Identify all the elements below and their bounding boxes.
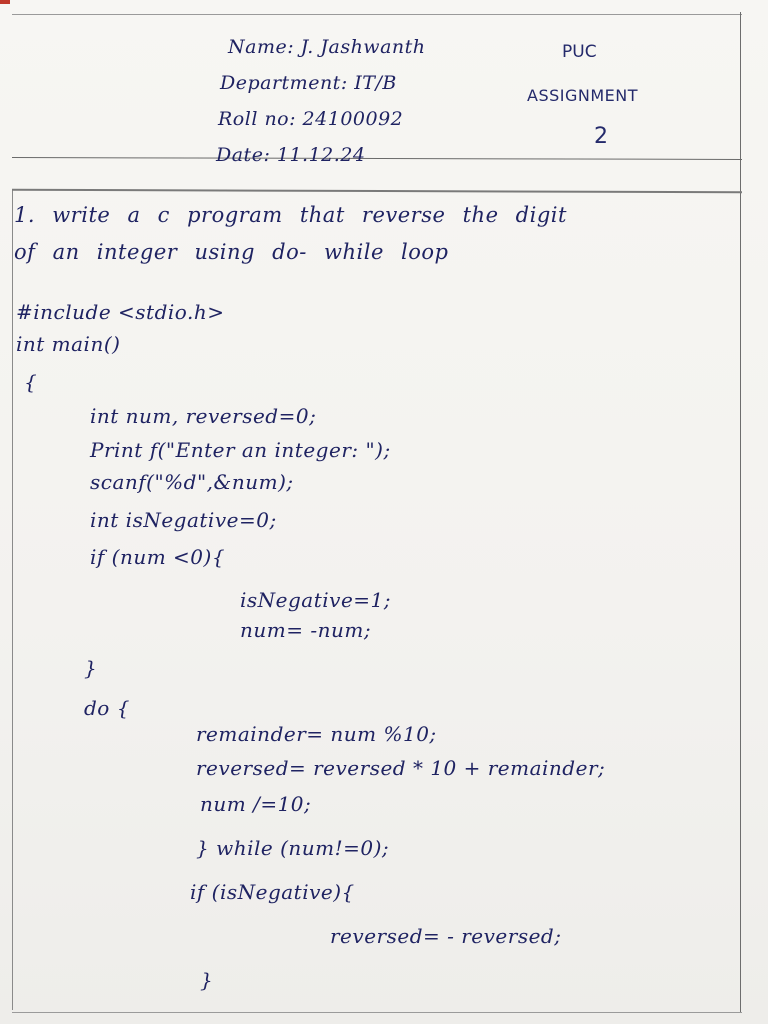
code-line: if (num <0){ — [90, 545, 226, 569]
code-line: int isNegative=0; — [90, 508, 277, 532]
question-line-1: 1. write a c program that reverse the digit — [14, 203, 567, 227]
header-divider — [12, 157, 742, 160]
roll-number: Roll no: 24100092 — [218, 108, 404, 130]
code-line: num /=10; — [200, 792, 312, 816]
code-line: } — [84, 656, 98, 680]
code-line: int main() — [16, 332, 121, 356]
department: Department: IT/B — [220, 72, 397, 94]
header-divider-double — [12, 189, 742, 194]
subject-label: PUC — [562, 42, 597, 62]
code-line: Print f("Enter an integer: "); — [90, 438, 391, 462]
student-name: Name: J. Jashwanth — [228, 36, 426, 58]
code-line: } — [200, 968, 214, 992]
code-line: reversed= - reversed; — [330, 924, 562, 948]
code-line: scanf("%d",&num); — [90, 470, 294, 494]
question-line-2: of an integer using do- while loop — [14, 240, 449, 264]
code-line: { — [24, 370, 38, 394]
code-line: int num, reversed=0; — [90, 404, 317, 428]
code-line: do { — [84, 696, 130, 720]
code-line: if (isNegative){ — [190, 880, 355, 904]
code-line: remainder= num %10; — [196, 722, 437, 746]
page-border-top — [12, 14, 742, 15]
code-line: isNegative=1; — [240, 588, 392, 612]
code-line: reversed= reversed * 10 + remainder; — [196, 756, 606, 780]
code-line: #include <stdio.h> — [16, 300, 225, 324]
assignment-label: ASSIGNMENT — [527, 86, 638, 105]
page-left-border — [12, 190, 13, 1010]
date: Date: 11.12.24 — [216, 144, 366, 166]
page-corner-mark — [0, 0, 10, 4]
assignment-number: 2 — [594, 124, 608, 149]
code-line: } while (num!=0); — [196, 836, 390, 860]
page-margin-line — [740, 12, 741, 1012]
code-line: num= -num; — [240, 618, 372, 642]
page-border-bottom — [12, 1012, 742, 1013]
